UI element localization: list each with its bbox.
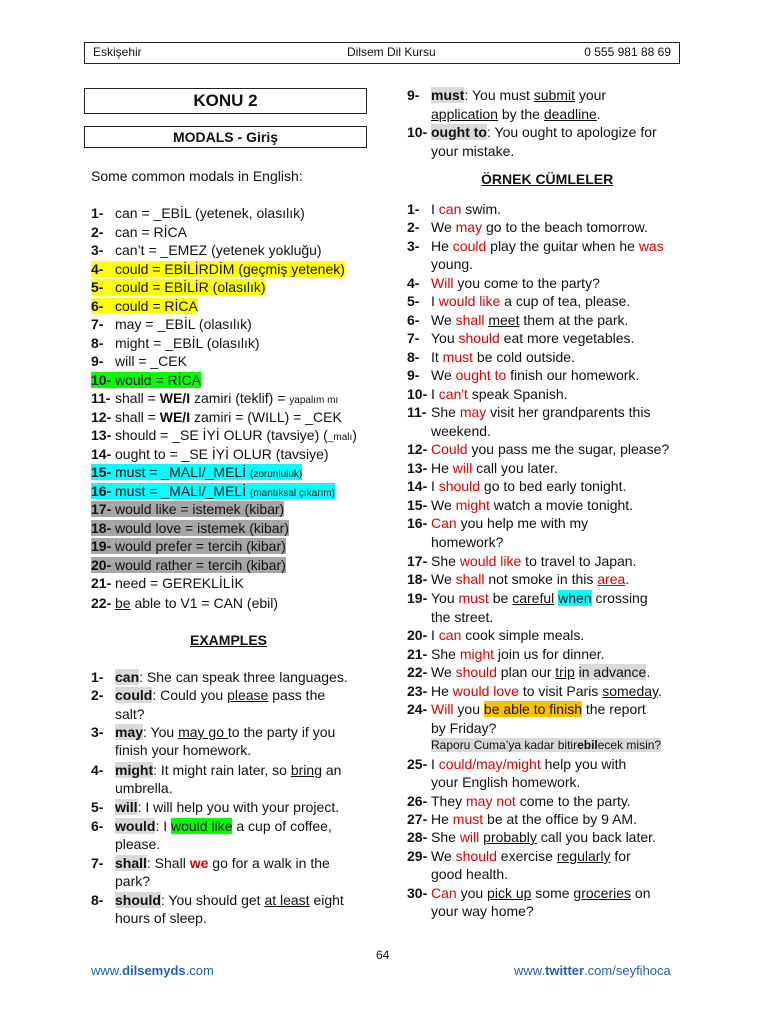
list-item: We might watch a movie tonight. [431, 497, 634, 513]
list-number: 2- [407, 219, 420, 235]
list-item: I would like a cup of tea, please. [431, 293, 631, 309]
list-number: 9- [407, 367, 420, 383]
list-item: might = _EBİL (olasılık) [115, 335, 260, 351]
section-subtitle: MODALS - Giriş [84, 126, 367, 148]
header-school: Dilsem Dil Kursu [347, 45, 436, 59]
list-number: 3- [91, 242, 104, 258]
list-number: 6- [91, 298, 115, 314]
list-item: could = RİCA [115, 298, 198, 314]
list-item-cont: hours of sleep. [115, 910, 207, 926]
list-number: 5- [407, 293, 420, 309]
list-item: may = _EBİL (olasılık) [115, 316, 252, 332]
list-item: Will you come to the party? [431, 275, 600, 291]
list-item: would = RİCA [115, 372, 201, 388]
list-number: 11- [91, 390, 111, 406]
list-item: would love = istemek (kibar) [115, 520, 289, 536]
list-item: can = _EBİL (yetenek, olasılık) [115, 205, 305, 221]
list-number: 13- [91, 427, 112, 443]
list-number: 5- [91, 279, 115, 295]
list-number: 4- [91, 261, 115, 277]
list-item: They may not come to the party. [431, 793, 631, 809]
list-number: 25- [407, 756, 428, 772]
list-item: He could play the guitar when he was [431, 238, 664, 254]
list-item: I can't speak Spanish. [431, 386, 568, 402]
list-item: Will you be able to finish the report [431, 701, 646, 717]
list-item: ought to: You ought to apologize for [431, 124, 657, 140]
list-number: 14- [407, 478, 428, 494]
list-item: must = _MALI/_MELİ (zorunluluk) [115, 464, 303, 480]
list-item-cont: the street. [431, 609, 494, 625]
list-number: 30- [407, 885, 428, 901]
list-number: 10- [407, 386, 428, 402]
list-number: 6- [91, 818, 104, 834]
list-item: could: Could you please pass the [115, 687, 326, 703]
list-number: 1- [91, 669, 104, 685]
list-item-cont: please. [115, 836, 161, 852]
list-number: 18- [91, 520, 115, 536]
list-item: It must be cold outside. [431, 349, 575, 365]
list-item: We ought to finish our homework. [431, 367, 640, 383]
list-item: will = _CEK [115, 353, 187, 369]
list-number: 5- [91, 799, 104, 815]
list-item-cont: weekend. [431, 423, 491, 439]
list-number: 21- [91, 575, 112, 591]
list-item: I can swim. [431, 201, 502, 217]
footer-website-link[interactable]: www.dilsemyds.com [91, 963, 214, 978]
list-number: 10- [91, 372, 115, 388]
list-item: Can you help me with my [431, 515, 589, 531]
list-item: I could/may/might help you with [431, 756, 627, 772]
list-item-cont: your English homework. [431, 774, 581, 790]
list-item: shall = WE/I zamiri = (WILL) = _CEK [115, 409, 342, 425]
list-number: 3- [407, 238, 420, 254]
list-item: could = EBİLİRDİM (geçmiş yetenek) [115, 261, 345, 277]
list-number: 12- [91, 409, 112, 425]
list-item: He would love to visit Paris someday. [431, 683, 662, 699]
list-item: She would like to travel to Japan. [431, 553, 637, 569]
list-item-cont: application by the deadline. [431, 106, 601, 122]
list-item: could = EBİLİR (olasılık) [115, 279, 266, 295]
list-item: be able to V1 = CAN (ebil) [115, 595, 279, 611]
list-number: 4- [407, 275, 420, 291]
list-item: can = RİCA [115, 224, 187, 240]
list-item-cont: finish your homework. [115, 742, 252, 758]
header-city: Eskişehir [93, 45, 142, 59]
list-item: We should exercise regularly for [431, 848, 631, 864]
list-number: 7- [407, 330, 420, 346]
list-item-cont: your way home? [431, 903, 534, 919]
list-item: She may visit her grandparents this [431, 404, 651, 420]
list-number: 19- [407, 590, 428, 606]
list-number: 16- [407, 515, 428, 531]
list-number: 17- [91, 501, 115, 517]
list-item: can’t = _EMEZ (yetenek yokluğu) [115, 242, 322, 258]
list-number: 22- [91, 595, 112, 611]
examples-heading: EXAMPLES [190, 632, 268, 648]
list-item-cont: good health. [431, 866, 509, 882]
list-number: 2- [91, 687, 104, 703]
list-number: 21- [407, 646, 428, 662]
list-item: would like = istemek (kibar) [115, 501, 285, 517]
page-number: 64 [376, 948, 390, 962]
header-phone: 0 555 981 88 69 [584, 45, 671, 59]
list-number: 28- [407, 829, 428, 845]
list-number: 4- [91, 762, 104, 778]
page-title: KONU 2 [84, 88, 367, 114]
list-item: She might join us for dinner. [431, 646, 605, 662]
list-number: 13- [407, 460, 428, 476]
list-item: should = _SE İYİ OLUR (tavsiye) (_malı) [115, 427, 357, 443]
list-item: would rather = tercih (kibar) [115, 557, 286, 573]
list-number: 26- [407, 793, 428, 809]
list-number: 6- [407, 312, 420, 328]
list-number: 29- [407, 848, 428, 864]
list-item: can: She can speak three languages. [115, 669, 348, 685]
list-number: 18- [407, 571, 428, 587]
list-item: Can you pick up some groceries on [431, 885, 651, 901]
list-item: must: You must submit your [431, 87, 607, 103]
list-number: 20- [91, 557, 115, 573]
list-item: will: I will help you with your project. [115, 799, 340, 815]
list-item: She will probably call you back later. [431, 829, 656, 845]
list-item-cont: park? [115, 873, 151, 889]
list-item: I should go to bed early tonight. [431, 478, 627, 494]
list-number: 1- [91, 205, 104, 221]
list-number: 7- [91, 316, 104, 332]
list-number: 17- [407, 553, 428, 569]
list-item: Could you pass me the sugar, please? [431, 441, 670, 457]
list-item: We should plan our trip in advance. [431, 664, 651, 680]
list-item: You must be careful when crossing [431, 590, 648, 606]
list-item: may: You may go to the party if you [115, 724, 336, 740]
list-item: We shall meet them at the park. [431, 312, 629, 328]
list-item: We may go to the beach tomorrow. [431, 219, 648, 235]
sentences-heading: ÖRNEK CÜMLELER [481, 171, 614, 187]
list-number: 27- [407, 811, 428, 827]
list-number: 15- [407, 497, 428, 513]
list-number: 2- [91, 224, 104, 240]
list-item: would prefer = tercih (kibar) [115, 538, 286, 554]
footer-twitter-link[interactable]: www.twitter.com/seyfihoca [514, 963, 671, 978]
list-item: You should eat more vegetables. [431, 330, 635, 346]
list-item: shall = WE/I zamiri (teklif) = yapalım mı [115, 390, 339, 406]
list-number: 9- [407, 87, 420, 103]
list-number: 1- [407, 201, 420, 217]
list-number: 14- [91, 446, 112, 462]
list-number: 20- [407, 627, 428, 643]
list-item: He will call you later. [431, 460, 558, 476]
page-header [84, 42, 680, 64]
list-number: 3- [91, 724, 104, 740]
list-item: He must be at the office by 9 AM. [431, 811, 637, 827]
list-item-cont: umbrella. [115, 780, 173, 796]
list-number: 12- [407, 441, 428, 457]
list-number: 16- [91, 483, 115, 499]
list-item: need = GEREKLİLİK [115, 575, 244, 591]
list-item: should: You should get at least eight [115, 892, 344, 908]
list-item: shall: Shall we go for a walk in the [115, 855, 330, 871]
list-item: might: It might rain later, so bring an [115, 762, 342, 778]
list-item: ought to = _SE İYİ OLUR (tavsiye) [115, 446, 329, 462]
intro-text: Some common modals in English: [91, 168, 303, 184]
translation-note: Raporu Cuma’ya kadar bitirebilecek misin? [431, 738, 662, 752]
list-number: 11- [407, 404, 427, 420]
list-number: 23- [407, 683, 428, 699]
list-number: 9- [91, 353, 104, 369]
list-number: 24- [407, 701, 428, 717]
list-number: 7- [91, 855, 104, 871]
list-item-cont: your mistake. [431, 143, 515, 159]
list-item: We shall not smoke in this area. [431, 571, 630, 587]
list-number: 22- [407, 664, 428, 680]
list-item-cont: homework? [431, 534, 504, 550]
list-number: 19- [91, 538, 115, 554]
list-item: would: I would like a cup of coffee, [115, 818, 332, 834]
list-number: 8- [91, 892, 104, 908]
list-number: 10- [407, 124, 428, 140]
list-number: 15- [91, 464, 115, 480]
list-number: 8- [407, 349, 420, 365]
list-item: must = _MALI/_MELİ (mantıksal çıkarım) [115, 483, 336, 499]
list-item: I can cook simple meals. [431, 627, 585, 643]
list-item-cont: by Friday? [431, 720, 497, 736]
list-item-cont: young. [431, 256, 474, 272]
list-number: 8- [91, 335, 104, 351]
list-item-cont: salt? [115, 706, 145, 722]
